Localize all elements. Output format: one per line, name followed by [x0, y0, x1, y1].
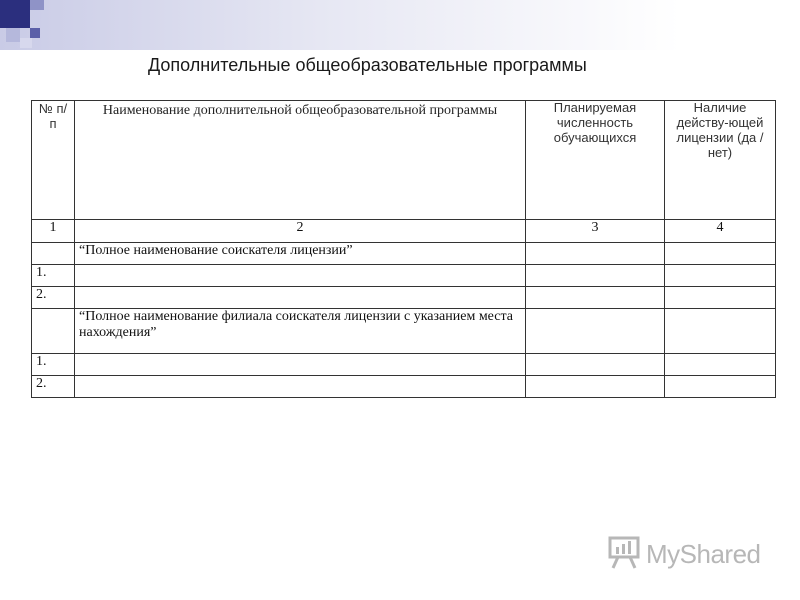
decor-square [30, 28, 40, 38]
table-cell[interactable] [75, 265, 526, 287]
table-cell[interactable] [75, 354, 526, 376]
table-cell[interactable] [75, 287, 526, 309]
table-cell[interactable] [526, 376, 665, 398]
decor-square [6, 28, 20, 42]
table-cell[interactable] [665, 243, 776, 265]
table-header-row [32, 101, 776, 220]
row-number: 1. [32, 354, 75, 376]
column-number: 1 [32, 220, 75, 243]
table-cell[interactable] [665, 309, 776, 354]
header-license: Наличие действу-ющей лицензии (да / нет) [665, 101, 776, 220]
programs-table [31, 100, 776, 398]
table-row [32, 265, 776, 287]
table-cell [32, 243, 75, 265]
section-caption: “Полное наименование соискателя лицензии” [75, 243, 526, 265]
watermark [608, 535, 761, 574]
table-cell[interactable] [665, 376, 776, 398]
page-title: Дополнительные общеобразовательные программы [148, 55, 587, 75]
column-number: 4 [665, 220, 776, 243]
column-number: 2 [75, 220, 526, 243]
table-cell[interactable] [75, 376, 526, 398]
decor-square [20, 38, 32, 48]
row-number: 2. [32, 376, 75, 398]
table-cell[interactable] [526, 309, 665, 354]
watermark-text: MyShared [646, 539, 761, 569]
decor-square [0, 0, 30, 28]
table-cell [32, 309, 75, 354]
table-cell[interactable] [526, 243, 665, 265]
column-number: 3 [526, 220, 665, 243]
table-row [32, 354, 776, 376]
column-number-row [32, 220, 776, 243]
table-cell[interactable] [665, 354, 776, 376]
decor-square [30, 0, 44, 10]
section-caption: “Полное наименование филиала соискателя лицензии с указанием места нахождения” [75, 309, 526, 354]
table-row [32, 376, 776, 398]
table-cell[interactable] [526, 354, 665, 376]
table-cell[interactable] [526, 265, 665, 287]
table-cell[interactable] [526, 287, 665, 309]
header-planned-count: Планируемая численность обучающихся [526, 101, 665, 220]
slide-header-bar [0, 0, 800, 50]
header-program-name: Наименование дополнительной общеобразовательной программы [75, 101, 526, 220]
row-number: 2. [32, 287, 75, 309]
table-cell[interactable] [665, 265, 776, 287]
presentation-board-icon [608, 535, 640, 574]
table-row [32, 287, 776, 309]
header-number: № п/п [32, 101, 75, 220]
row-number: 1. [32, 265, 75, 287]
section-caption-row [32, 309, 776, 354]
table-cell[interactable] [665, 287, 776, 309]
section-caption-row [32, 243, 776, 265]
